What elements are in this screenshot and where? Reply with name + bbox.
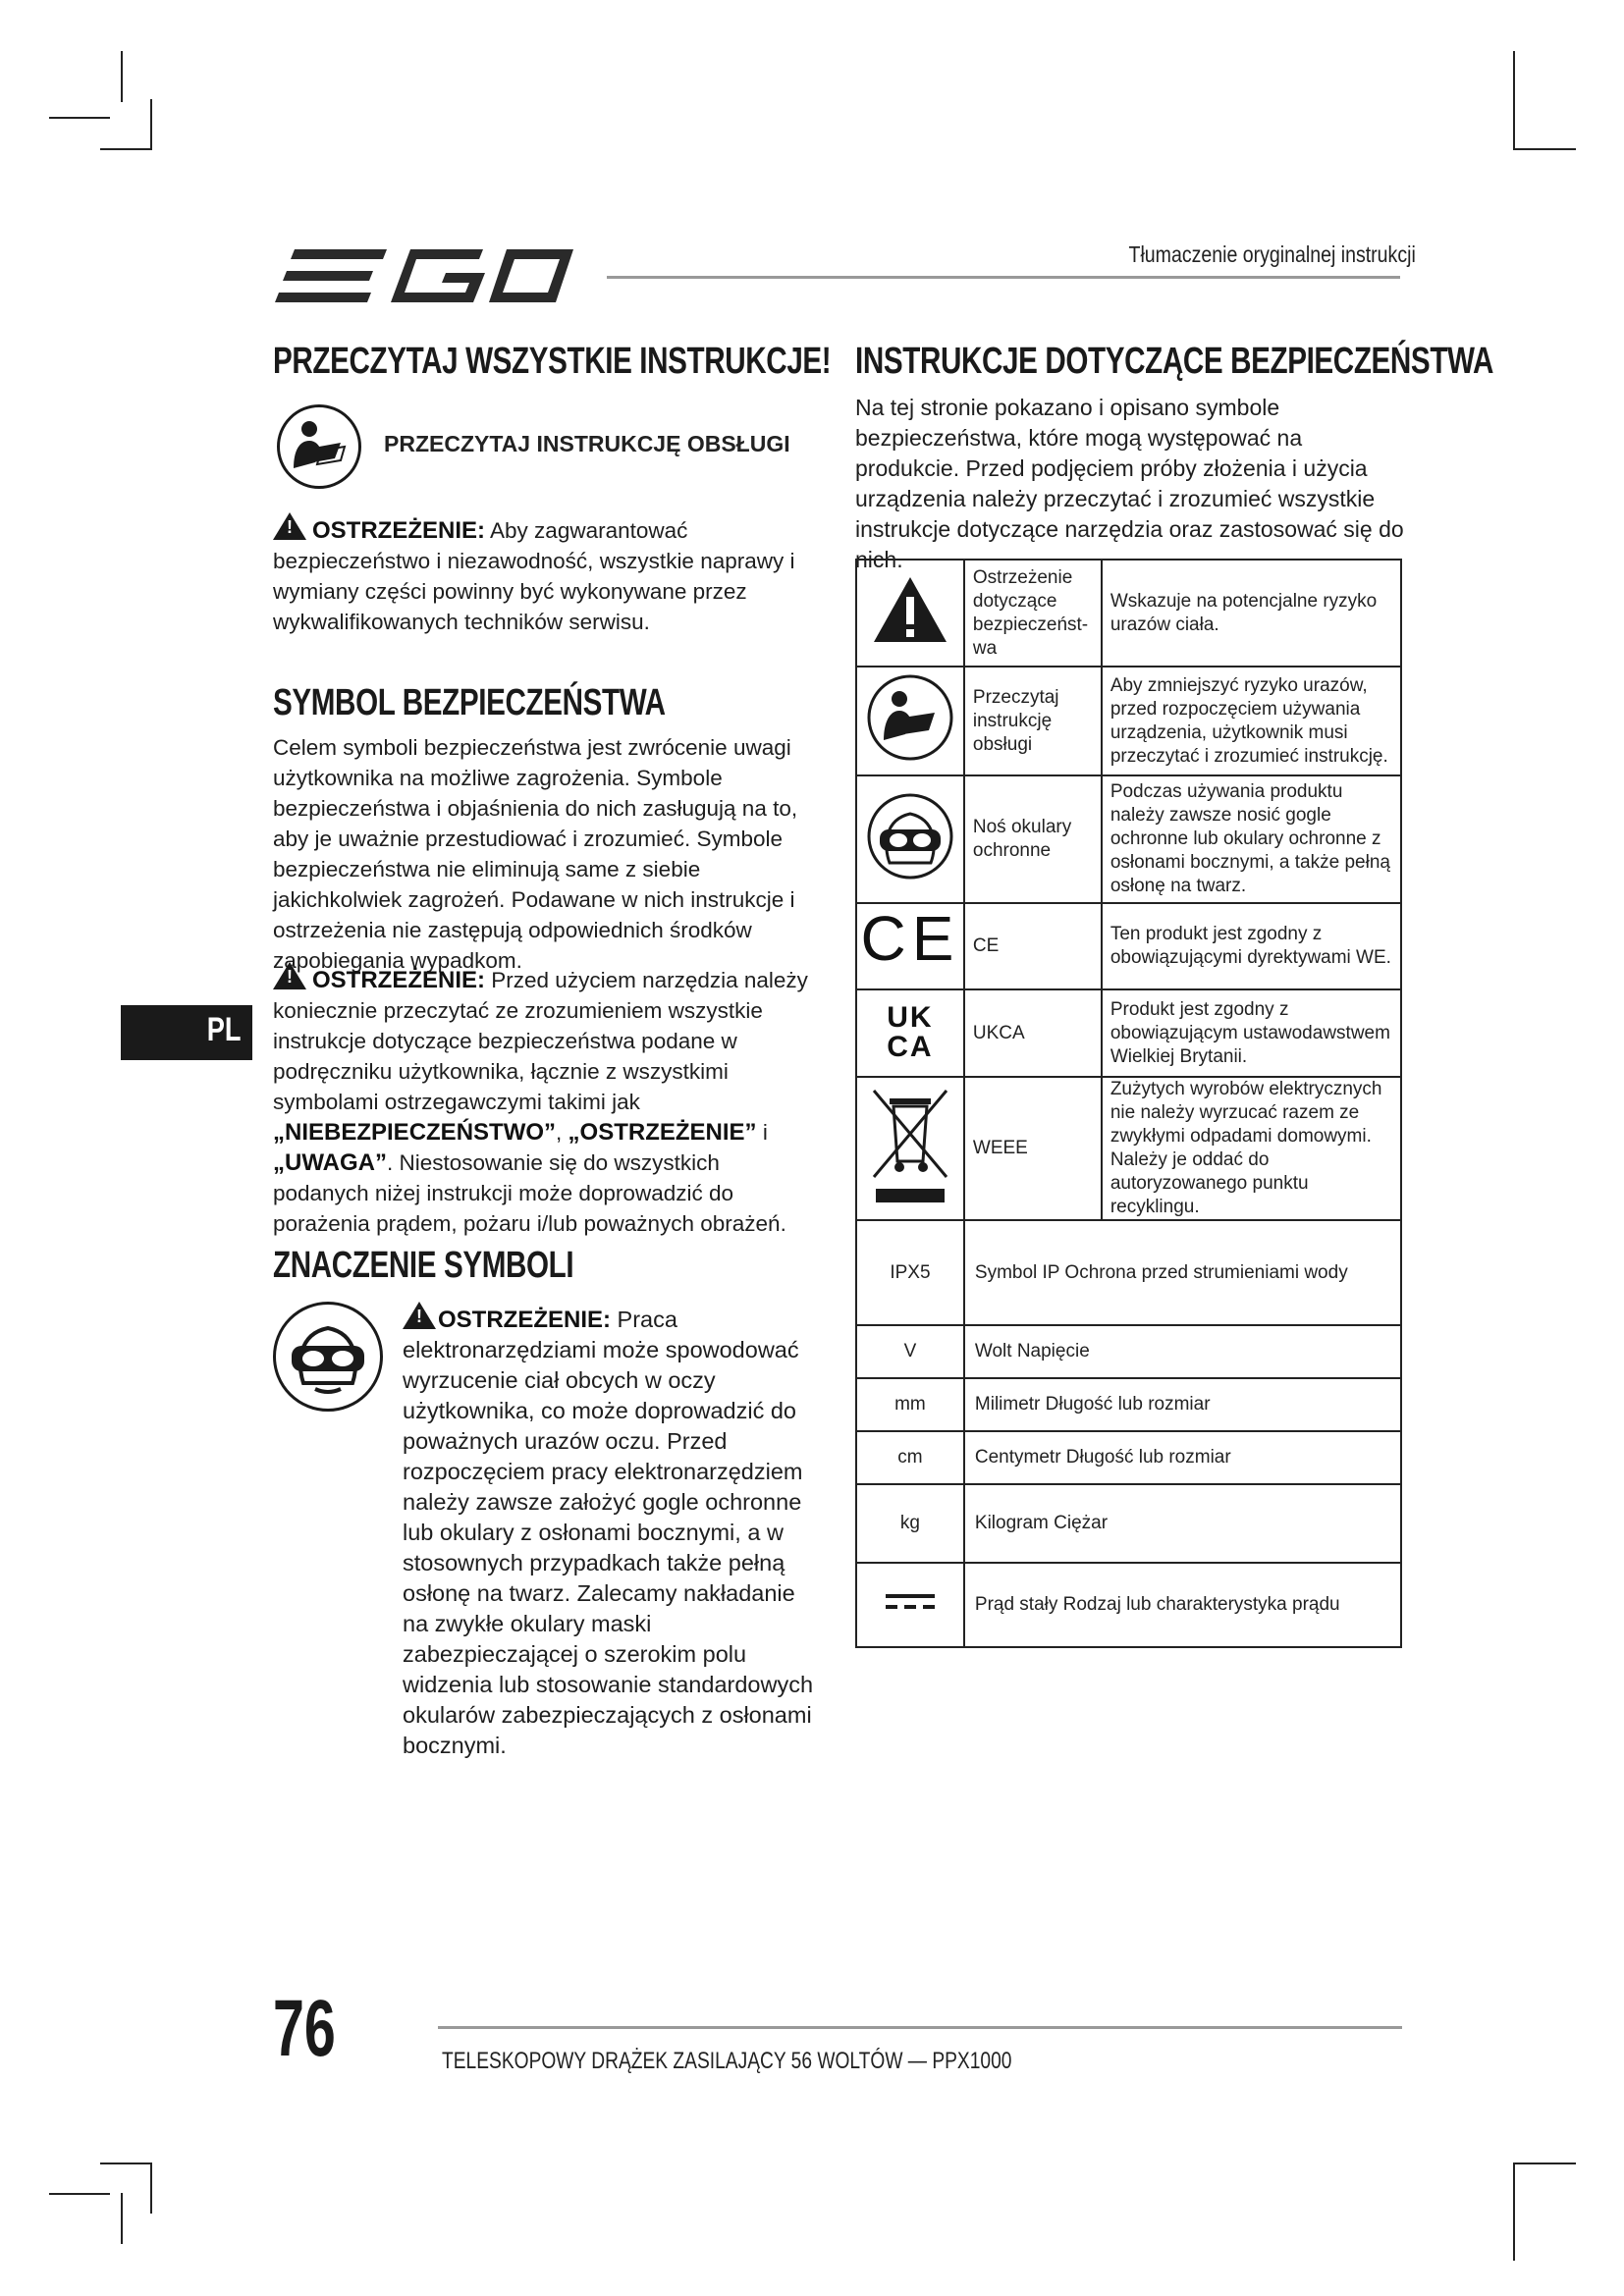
- symbol-table: [855, 559, 1402, 1648]
- warning-text: Aby zagwarantować bezpieczeństwo i niezawodność, wszystkie naprawy i wymiany części powinny być wykonywane przez wykwalifikowanych techników serwisu.: [273, 518, 795, 634]
- crop-mark: [1513, 148, 1576, 150]
- symbol-name: Wolt Napięcie: [964, 1325, 1401, 1378]
- read-manual-icon: [277, 404, 361, 489]
- crop-mark: [1513, 2163, 1515, 2261]
- warning-triangle-icon: [273, 962, 306, 989]
- footer-rule: [438, 2026, 1402, 2029]
- millimeter-symbol: mm: [856, 1378, 964, 1431]
- safety-symbol-text: [273, 732, 818, 976]
- warning-block-1: [273, 512, 803, 637]
- table-row: [856, 1220, 1401, 1325]
- symbol-name: Symbol IP Ochrona przed strumieniami wody: [964, 1220, 1401, 1325]
- symbol-name: Milimetr Długość lub rozmiar: [964, 1378, 1401, 1431]
- ce-mark-text: CE: [860, 902, 960, 974]
- ukca-mark-icon: [856, 989, 964, 1077]
- symbol-meaning-heading: ZNACZENIE SYMBOLI: [273, 1245, 574, 1286]
- table-row: [856, 1431, 1401, 1484]
- warning-label: OSTRZEŻENIE:: [312, 967, 486, 993]
- warning-block-2: [273, 962, 818, 1239]
- crop-mark: [150, 2163, 152, 2214]
- crop-mark: [100, 148, 151, 150]
- crop-mark: [1513, 2163, 1576, 2164]
- symbol-name: UKCA: [964, 989, 1102, 1077]
- separator: ,: [556, 1120, 563, 1145]
- read-all-heading: PRZECZYTAJ WSZYSTKIE INSTRUKCJE!: [273, 341, 832, 382]
- symbol-name: Prąd stały Rodzaj lub charakterystyka prądu: [964, 1563, 1401, 1647]
- table-row: [856, 1378, 1401, 1431]
- kilogram-symbol: kg: [856, 1484, 964, 1563]
- danger-keyword: „NIEBEZPIECZEŃSTWO”: [273, 1119, 557, 1146]
- warning-triangle-icon: [273, 512, 306, 540]
- safety-instructions-heading: INSTRUKCJE DOTYCZĄCE BEZPIECZEŃSTWA: [855, 341, 1493, 382]
- page-number: 76: [273, 1984, 336, 2073]
- table-row: [856, 1484, 1401, 1563]
- caution-keyword: „UWAGA”: [273, 1149, 387, 1176]
- table-row: [856, 989, 1401, 1077]
- table-row: [856, 560, 1401, 667]
- symbol-description: Produkt jest zgodny z obowiązującym ustawodawstwem Wielkiej Brytanii.: [1102, 989, 1401, 1077]
- read-manual-icon: [856, 667, 964, 775]
- warning-label: OSTRZEŻENIE:: [438, 1307, 612, 1333]
- volt-symbol: V: [856, 1325, 964, 1378]
- table-row: [856, 903, 1401, 989]
- symbol-description: Ten produkt jest zgodny z obowiązującymi dyrektywami WE.: [1102, 903, 1401, 989]
- safety-symbol-heading: SYMBOL BEZPIECZEŃSTWA: [273, 682, 666, 723]
- crop-mark: [121, 51, 123, 102]
- conjunction: i: [762, 1120, 768, 1145]
- symbol-name: Ostrzeżenie dotyczące bezpieczeńst-wa: [964, 560, 1102, 667]
- table-row: [856, 667, 1401, 775]
- footer-product: TELESKOPOWY DRĄŻEK ZASILAJĄCY 56 WOLTÓW — PPX1000: [442, 2048, 1012, 2074]
- safety-intro: [855, 393, 1405, 575]
- table-row: [856, 775, 1401, 903]
- symbol-name: Kilogram Ciężar: [964, 1484, 1401, 1563]
- warning-triangle-icon: [403, 1302, 436, 1329]
- warning-label: OSTRZEŻENIE:: [312, 517, 486, 544]
- ce-mark-icon: [856, 903, 964, 989]
- language-tab: [121, 1005, 252, 1060]
- warning-keyword: „OSTRZEŻENIE”: [568, 1119, 757, 1146]
- warning-text: Praca elektronarzędziami może spowodować wyrzucenie ciał obcych w oczy użytkownika, co może doprowadzić do poważnych urazów oczu. Przed rozpoczęciem pracy elektronarzędziem należy zawsze założyć gogle ochronne lub okulary z osłonami bocznymi, a w stosownych przypadkach także pełną osłonę na twarz. Zalecamy nakładanie na zwykłe okulary maski zabezpieczającej o szerokim polu widzenia lub stosowanie standardowych okularów zabezpieczających z osłonami bocznymi.: [403, 1307, 814, 1758]
- symbol-name: CE: [964, 903, 1102, 989]
- crop-mark: [49, 117, 110, 119]
- symbol-name: Przeczytaj instrukcję obsługi: [964, 667, 1102, 775]
- language-tab-label: PL: [206, 1011, 241, 1048]
- warning-block-3: [403, 1302, 825, 1761]
- symbol-name: Centymetr Długość lub rozmiar: [964, 1431, 1401, 1484]
- weee-bin-icon: [856, 1077, 964, 1220]
- symbol-name: Noś okulary ochronne: [964, 775, 1102, 903]
- crop-mark: [49, 2193, 110, 2195]
- symbol-description: Wskazuje na potencjalne ryzyko urazów ciała.: [1102, 560, 1401, 667]
- safety-glasses-icon: [273, 1302, 383, 1412]
- warning-text: . Niestosowanie się do wszystkich podanych niżej instrukcji może doprowadzić do porażenia prądem, pożaru i/lub poważnych obrażeń.: [273, 1150, 786, 1236]
- symbol-name: WEEE: [964, 1077, 1102, 1220]
- symbol-description: Zużytych wyrobów elektrycznych nie należy wyrzucać razem ze zwykłymi odpadami domowymi. Należy je oddać do autoryzowanego punktu recyklingu.: [1102, 1077, 1401, 1220]
- crop-mark: [100, 2163, 151, 2164]
- table-row: [856, 1563, 1401, 1647]
- header-rule: [607, 276, 1400, 279]
- safety-intro-paragraph: Na tej stronie pokazano i opisano symbole bezpieczeństwa, które mogą występować na produkcie. Przed podjęciem próby złożenia i użycia urządzenia należy przeczytać i zrozumieć wszystkie instrukcje dotyczące narzędzia oraz zastosować się do nich.: [855, 395, 1404, 572]
- safety-glasses-icon: [856, 775, 964, 903]
- header-subtitle: Tłumaczenie oryginalnej instrukcji: [1128, 241, 1416, 267]
- warning-triangle-icon: [856, 560, 964, 667]
- dc-current-icon: [856, 1563, 964, 1647]
- safety-symbol-paragraph: Celem symboli bezpieczeństwa jest zwrócenie uwagi użytkownika na możliwe zagrożenia. Symbole bezpieczeństwa i objaśnienia do nich zasługują na to, aby je uważnie przestudiować i zrozumieć. Symbole bezpieczeństwa nie eliminują same z siebie jakichkolwiek zagrożeń. Podawane w nich instrukcje i ostrzeżenia nie zastępują odpowiednich środków zapobiegania wypadkom.: [273, 735, 798, 973]
- crop-mark: [121, 2193, 123, 2244]
- symbol-description: Podczas używania produktu należy zawsze nosić gogle ochronne lub okulary ochronne z osłonami bocznymi, a także pełną osłonę na twarz.: [1102, 775, 1401, 903]
- warning-text: Przed użyciem narzędzia należy koniecznie przeczytać ze zrozumieniem wszystkie instrukcje dotyczące bezpieczeństwa podane w podręczniku użytkownika, łącznie z wszystkimi symbolami ostrzegawczymi takimi jak: [273, 968, 808, 1114]
- ukca-mark-text: UK CA: [887, 1001, 934, 1063]
- read-manual-label: PRZECZYTAJ INSTRUKCJĘ OBSŁUGI: [384, 431, 790, 456]
- crop-mark: [150, 99, 152, 150]
- centimeter-symbol: cm: [856, 1431, 964, 1484]
- symbol-description: Aby zmniejszyć ryzyko urazów, przed rozpoczęciem używania urządzenia, użytkownik musi przeczytać i zrozumieć instrukcję.: [1102, 667, 1401, 775]
- table-row: [856, 1077, 1401, 1220]
- crop-mark: [1513, 51, 1515, 149]
- ipx5-symbol: IPX5: [856, 1220, 964, 1325]
- table-row: [856, 1325, 1401, 1378]
- ego-logo: [273, 241, 577, 312]
